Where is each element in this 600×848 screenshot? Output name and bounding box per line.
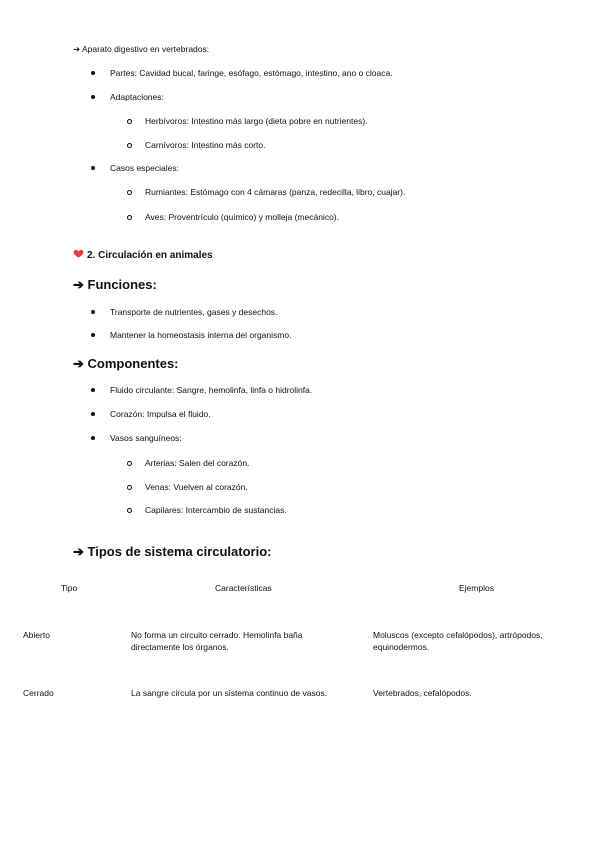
list-item-corazon: Corazón: Impulsa el fluido. [110, 409, 211, 419]
table-cell-caracteristicas: La sangre circula por un sistema continuo de vasos. [131, 688, 328, 698]
list-item-funcion-1: Transporte de nutrientes, gases y desechos. [110, 307, 278, 317]
list-item-partes: Partes: Cavidad bucal, faringe, esófago, estómago, intestino, ano o cloaca. [110, 68, 393, 78]
section-title-text: 2. Circulación en animales [87, 250, 213, 261]
list-item-rumiantes: Rumiantes: Estómago con 4 cámaras (panza, redecilla, libro, cuajar). [145, 187, 406, 197]
table-cell-tipo: Abierto [23, 630, 50, 640]
digestivo-heading: ➔ Aparato digestivo en vertebrados: [73, 44, 210, 54]
tipos-heading: ➔ Tipos de sistema circulatorio: [73, 544, 272, 559]
list-item-capilares: Capilares: Intercambio de sustancias. [145, 505, 287, 515]
table-header-tipo: Tipo [61, 583, 78, 593]
table-cell-caracteristicas: No forma un circuito cerrado. Hemolinfa baña directamente los órganos. [131, 630, 303, 652]
list-item-aves: Aves: Proventrículo (químico) y molleja (mecánico). [145, 212, 339, 222]
list-item-carnivoros: Carnívoros: Intestino más corto. [145, 140, 266, 150]
list-item-arterias: Arterias: Salen del corazón. [145, 458, 250, 468]
table-header-caracteristicas: Características [215, 583, 272, 593]
list-item-adaptaciones: Adaptaciones: [110, 92, 164, 102]
table-cell-ejemplos: Moluscos (excepto cefalópodos), artrópodos, equinodermos. [373, 630, 543, 652]
funciones-heading: ➔ Funciones: [73, 277, 157, 292]
list-item-casos: Casos especiales: [110, 163, 179, 173]
table-cell-tipo: Cerrado [23, 688, 54, 698]
heart-icon [73, 248, 84, 259]
list-item-herbivoros: Herbívoros: Intestino más largo (dieta pobre en nutrientes). [145, 116, 368, 126]
list-item-venas: Venas: Vuelven al corazón. [145, 482, 248, 492]
list-item-vasos: Vasos sanguíneos: [110, 433, 182, 443]
section-title-circulacion [73, 248, 213, 262]
list-item-funcion-2: Mantener la homeostasis interna del organismo. [110, 330, 292, 340]
componentes-heading: ➔ Componentes: [73, 356, 179, 371]
table-header-ejemplos: Ejemplos [459, 583, 494, 593]
table-cell-ejemplos: Vertebrados, cefalópodos. [373, 688, 472, 698]
list-item-fluido: Fluido circulante: Sangre, hemolinfa, linfa o hidrolinfa. [110, 385, 313, 395]
